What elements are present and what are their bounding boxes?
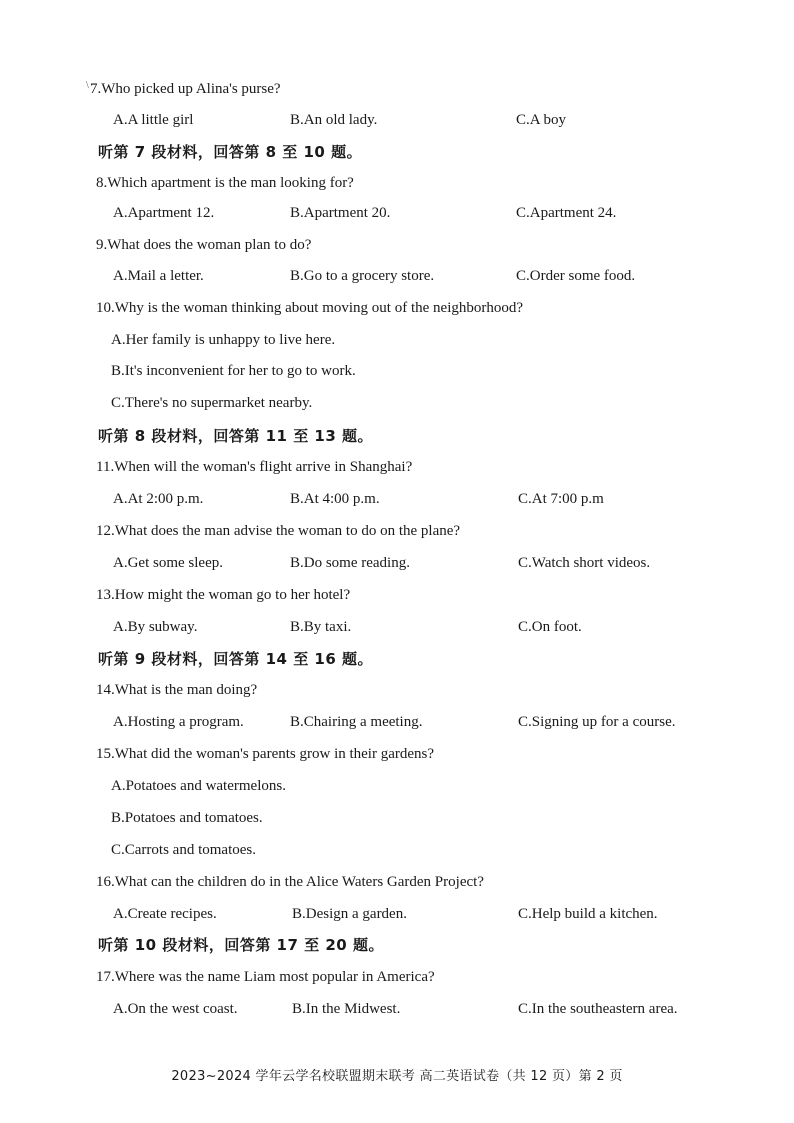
question-16-option-c: C.Help build a kitchen. (518, 906, 658, 922)
question-9-stem: 9.What does the woman plan to do? (96, 237, 312, 253)
question-15-option-c: C.Carrots and tomatoes. (111, 842, 256, 858)
question-8-stem: 8.Which apartment is the man looking for? (96, 175, 354, 191)
question-17-option-c: C.In the southeastern area. (518, 1001, 678, 1017)
question-9-option-b: B.Go to a grocery store. (290, 268, 435, 284)
question-7-stem: 7.Who picked up Alina's purse? (90, 81, 281, 97)
question-12-option-b: B.Do some reading. (290, 555, 410, 571)
question-14-option-c: C.Signing up for a course. (518, 714, 676, 730)
question-14-option-a: A.Hosting a program. (113, 714, 244, 730)
question-12-stem: 12.What does the man advise the woman to do on the plane? (96, 523, 461, 539)
question-7-option-b: B.An old lady. (290, 112, 378, 128)
question-10-stem: 10.Why is the woman thinking about moving out of the neighborhood? (96, 300, 524, 316)
question-15-option-b: B.Potatoes and tomatoes. (111, 810, 263, 826)
question-16-stem: 16.What can the children do in the Alice Waters Garden Project? (96, 874, 484, 890)
section-heading-10: 听第 10 段材料，回答第 17 至 20 题。 (98, 936, 384, 954)
section-heading-8: 听第 8 段材料，回答第 11 至 13 题。 (98, 427, 374, 445)
question-7-option-c: C.A boy (516, 112, 567, 128)
question-12-option-a: A.Get some sleep. (113, 555, 223, 571)
question-8-option-b: B.Apartment 20. (290, 205, 391, 221)
question-14-option-b: B.Chairing a meeting. (290, 714, 423, 730)
question-15-option-a: A.Potatoes and watermelons. (111, 778, 286, 794)
question-13-option-c: C.On foot. (518, 619, 582, 635)
question-16-option-b: B.Design a garden. (292, 906, 407, 922)
question-11-option-a: A.At 2:00 p.m. (113, 491, 204, 507)
question-8-option-c: C.Apartment 24. (516, 205, 617, 221)
question-16-option-a: A.Create recipes. (113, 906, 217, 922)
question-7-option-a: A.A little girl (113, 112, 194, 128)
question-13-option-a: A.By subway. (113, 619, 198, 635)
question-15-stem: 15.What did the woman's parents grow in their gardens? (96, 746, 435, 762)
question-9-option-a: A.Mail a letter. (113, 268, 204, 284)
scan-mark: \ (86, 80, 89, 91)
section-heading-7: 听第 7 段材料，回答第 8 至 10 题。 (98, 143, 363, 161)
question-9-option-c: C.Order some food. (516, 268, 636, 284)
question-11-option-c: C.At 7:00 p.m (518, 491, 604, 507)
question-17-stem: 17.Where was the name Liam most popular in America? (96, 969, 435, 985)
question-17-option-a: A.On the west coast. (113, 1001, 238, 1017)
question-13-option-b: B.By taxi. (290, 619, 352, 635)
question-13-stem: 13.How might the woman go to her hotel? (96, 587, 351, 603)
question-11-option-b: B.At 4:00 p.m. (290, 491, 380, 507)
question-14-stem: 14.What is the man doing? (96, 682, 258, 698)
section-heading-9: 听第 9 段材料，回答第 14 至 16 题。 (98, 650, 374, 668)
question-8-option-a: A.Apartment 12. (113, 205, 215, 221)
page-footer: 2023~2024 学年云学名校联盟期末联考 高二英语试卷（共 12 页）第 2 页 (171, 1069, 623, 1084)
question-10-option-c: C.There's no supermarket nearby. (111, 395, 313, 411)
question-10-option-b: B.It's inconvenient for her to go to work. (111, 363, 356, 379)
question-11-stem: 11.When will the woman's flight arrive in Shanghai? (96, 459, 413, 475)
question-17-option-b: B.In the Midwest. (292, 1001, 401, 1017)
question-10-option-a: A.Her family is unhappy to live here. (111, 332, 336, 348)
question-12-option-c: C.Watch short videos. (518, 555, 651, 571)
